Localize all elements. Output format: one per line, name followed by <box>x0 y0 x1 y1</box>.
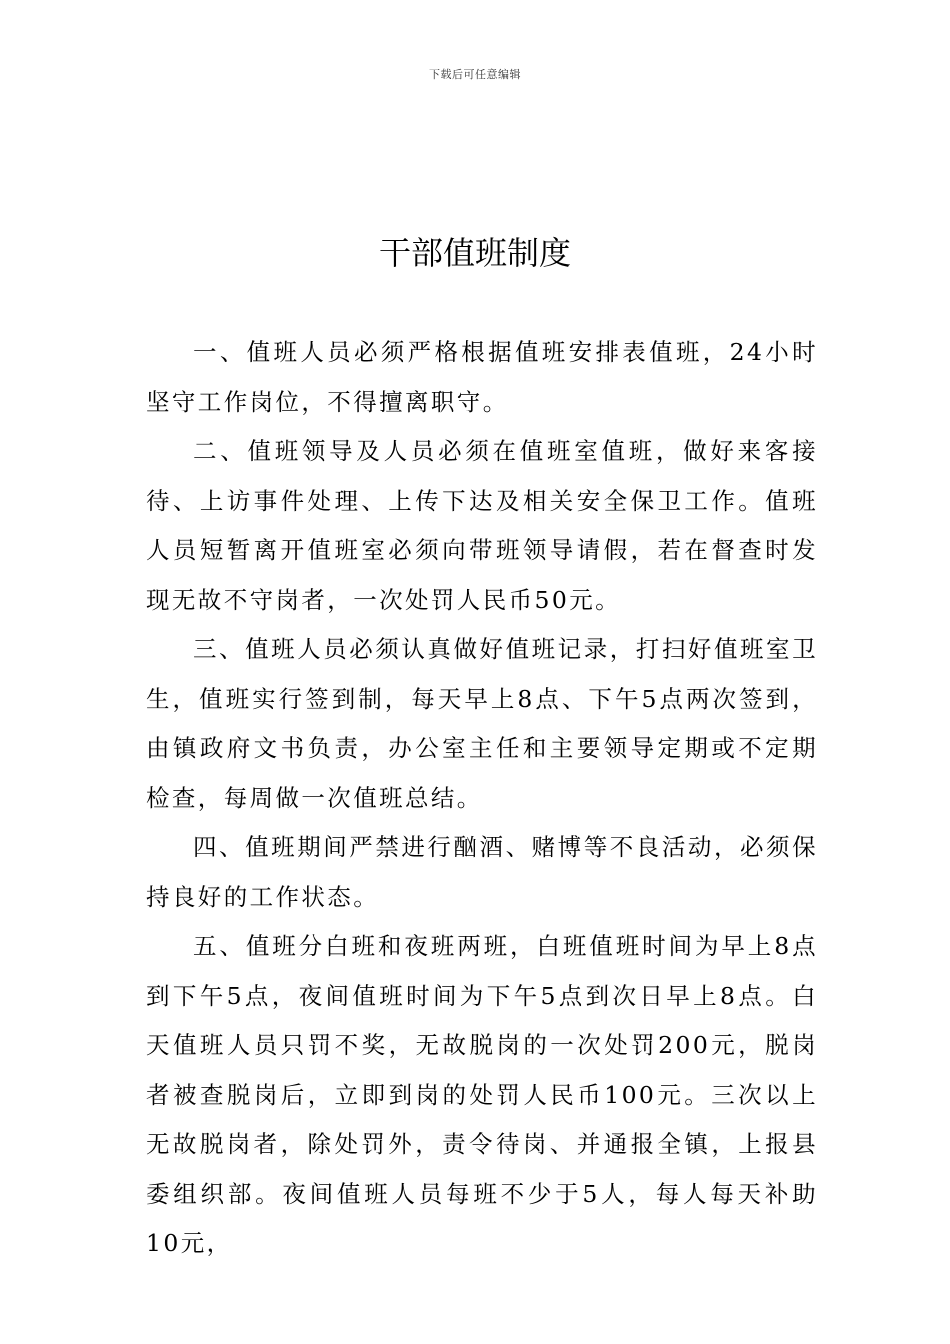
document-title: 干部值班制度 <box>378 234 571 272</box>
paragraph-2: 二、值班领导及人员必须在值班室值班，做好来客接待、上访事件处理、上传下达及相关安全保卫工作。值班人员短暂离开值班室必须向带班领导请假，若在督查时发现无故不守岗者，一次处罚人民币50元。 <box>146 437 818 614</box>
paragraph-4: 四、值班期间严禁进行酗酒、赌博等不良活动，必须保持良好的工作状态。 <box>146 833 818 911</box>
header-note: 下载后可任意编辑 <box>429 68 521 81</box>
paragraph-1: 一、值班人员必须严格根据值班安排表值班，24小时坚守工作岗位，不得擅离职守。 <box>146 338 818 416</box>
document-body <box>146 328 818 1269</box>
paragraph-3: 三、值班人员必须认真做好值班记录，打扫好值班室卫生，值班实行签到制，每天早上8点、下午5点两次签到，由镇政府文书负责，办公室主任和主要领导定期或不定期检查，每周做一次值班总结。 <box>146 635 818 812</box>
paragraph-5: 五、值班分白班和夜班两班，白班值班时间为早上8点到下午5点，夜间值班时间为下午5点到次日早上8点。白天值班人员只罚不奖，无故脱岗的一次处罚200元，脱岗者被查脱岗后，立即到岗的处罚人民币100元。三次以上无故脱岗者，除处罚外，责令待岗、并通报全镇，上报县委组织部。夜间值班人员每班不少于5人，每人每天补助10元， <box>146 932 818 1257</box>
